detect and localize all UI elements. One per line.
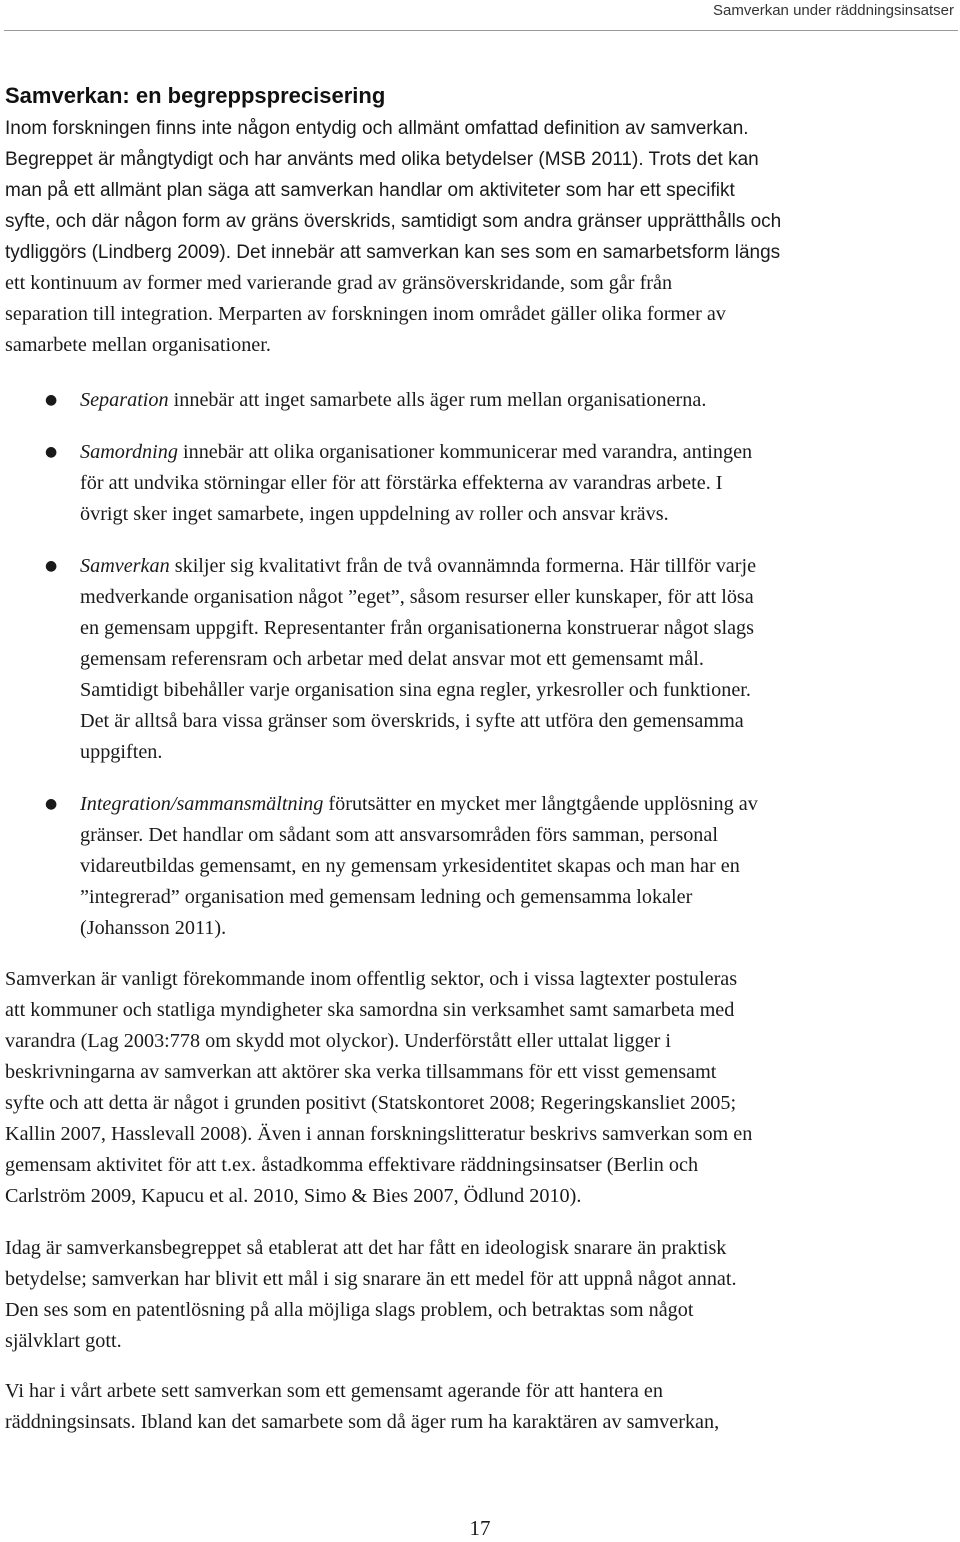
paragraph-line: Vi har i vårt arbete sett samverkan som ett gemensamt agerande för att hantera en xyxy=(5,1380,663,1402)
definition-text: en gemensam uppgift. Representanter från organisationerna konstruerar något slags xyxy=(80,617,755,639)
term-samverkan: Samverkan xyxy=(80,555,170,577)
paragraph-line: Carlström 2009, Kapucu et al. 2010, Simo & Bies 2007, Ödlund 2010). xyxy=(5,1185,582,1207)
intro-line: Begreppet är mångtydigt och har använts med olika betydelser (MSB 2011). Trots det kan xyxy=(5,149,759,170)
definition-text: vidareutbildas gemensamt, en ny gemensam yrkesidentitet skapas och man har en xyxy=(80,855,740,877)
paragraph-line: Kallin 2007, Hasslevall 2008). Även i annan forskningslitteratur beskrivs samverkan som en xyxy=(5,1123,753,1145)
intro-line: samarbete mellan organisationer. xyxy=(5,334,271,356)
bullet-icon: ● xyxy=(45,392,58,408)
definition-text: innebär att inget samarbete alls äger rum mellan organisationerna. xyxy=(168,389,707,411)
paragraph-line: räddningsinsats. Ibland kan det samarbete som då äger rum ha karaktären av samverkan, xyxy=(5,1411,720,1433)
term-separation: Separation xyxy=(80,389,169,411)
bullet-icon: ● xyxy=(45,558,58,574)
list-item-integration xyxy=(5,789,955,944)
definition-text: medverkande organisation något ”eget”, såsom resurser eller kunskaper, för att lösa xyxy=(80,586,754,608)
intro-line: Inom forskningen finns inte någon entydig och allmänt omfattad definition av samverkan. xyxy=(5,118,749,139)
paragraph-line: beskrivningarna av samverkan att aktörer ska verka tillsammans för ett visst gemensamt xyxy=(5,1061,717,1083)
paragraph-line: gemensam aktivitet för att t.ex. åstadkomma effektivare räddningsinsatser (Berlin och xyxy=(5,1154,699,1176)
definition-text: skiljer sig kvalitativt från de två ovannämnda formerna. Här tillför varje xyxy=(169,555,757,577)
intro-line: tydliggörs (Lindberg 2009). Det innebär att samverkan kan ses som en samarbetsform längs xyxy=(5,242,781,263)
definition-text: uppgiften. xyxy=(80,741,163,763)
list-item-samordning xyxy=(5,437,955,530)
bullet-icon: ● xyxy=(45,444,58,460)
list-item-separation xyxy=(5,385,955,416)
body-paragraph xyxy=(5,1233,955,1357)
definition-text: innebär att olika organisationer kommunicerar med varandra, antingen xyxy=(177,441,753,463)
definition-text: (Johansson 2011). xyxy=(80,917,227,939)
definition-text: Samtidigt bibehåller varje organisation sina egna regler, yrkesroller och funktioner. xyxy=(80,679,751,701)
paragraph-line: att kommuner och statliga myndigheter ska samordna sin verksamhet samt samarbeta med xyxy=(5,999,735,1021)
definition-text: övrigt sker inget samarbete, ingen uppdelning av roller och ansvar krävs. xyxy=(80,503,669,525)
paragraph-line: Den ses som en patentlösning på alla möjliga slags problem, och betraktas som något xyxy=(5,1299,694,1321)
intro-line: man på ett allmänt plan säga att samverkan handlar om aktiviteter som har ett specifikt xyxy=(5,180,735,201)
intro-paragraph xyxy=(5,113,955,268)
page-content xyxy=(5,80,955,1438)
intro-line: syfte, och där någon form av gräns överskrids, samtidigt som andra gränser upprätthålls och xyxy=(5,211,782,232)
intro-paragraph-continued xyxy=(5,268,955,361)
term-integration: Integration/sammansmältning xyxy=(80,793,324,815)
definition-text: Det är alltså bara vissa gränser som överskrids, i syfte att utföra den gemensamma xyxy=(80,710,744,732)
definition-text: gemensam referensram och arbetar med delat ansvar mot ett gemensamt mål. xyxy=(80,648,704,670)
paragraph-line: betydelse; samverkan har blivit ett mål i sig snarare än ett medel för att uppnå något annat. xyxy=(5,1268,737,1290)
running-header: Samverkan under räddningsinsatser xyxy=(713,2,954,19)
definition-text: förutsätter en mycket mer långtgående upplösning av xyxy=(323,793,758,815)
intro-line: ett kontinuum av former med varierande grad av gränsöverskridande, som går från xyxy=(5,272,673,294)
body-paragraph xyxy=(5,964,955,1212)
header-divider xyxy=(4,30,958,31)
section-title: Samverkan: en begreppsprecisering xyxy=(5,83,386,108)
definition-text: ”integrerad” organisation med gemensam ledning och gemensamma lokaler xyxy=(80,886,693,908)
paragraph-line: varandra (Lag 2003:778 om skydd mot olyckor). Underförstått eller uttalat ligger i xyxy=(5,1030,672,1052)
term-samordning: Samordning xyxy=(80,441,178,463)
definition-list xyxy=(5,385,955,944)
paragraph-line: självklart gott. xyxy=(5,1330,122,1352)
definition-text: för att undvika störningar eller för att förstärka effekterna av varandras arbete. I xyxy=(80,472,723,494)
bullet-icon: ● xyxy=(45,796,58,812)
paragraph-line: Idag är samverkansbegreppet så etablerat att det har fått en ideologisk snarare än praktisk xyxy=(5,1237,727,1259)
paragraph-line: syfte och att detta är något i grunden positivt (Statskontoret 2008; Regeringskansliet 2005; xyxy=(5,1092,737,1114)
page-number: 17 xyxy=(469,1516,491,1540)
body-paragraph xyxy=(5,1376,955,1438)
intro-line: separation till integration. Merparten av forskningen inom området gäller olika former av xyxy=(5,303,726,325)
list-item-samverkan xyxy=(5,551,955,768)
paragraph-line: Samverkan är vanligt förekommande inom offentlig sektor, och i vissa lagtexter postuleras xyxy=(5,968,738,990)
definition-text: gränser. Det handlar om sådant som att ansvarsområden förs samman, personal xyxy=(80,824,718,846)
